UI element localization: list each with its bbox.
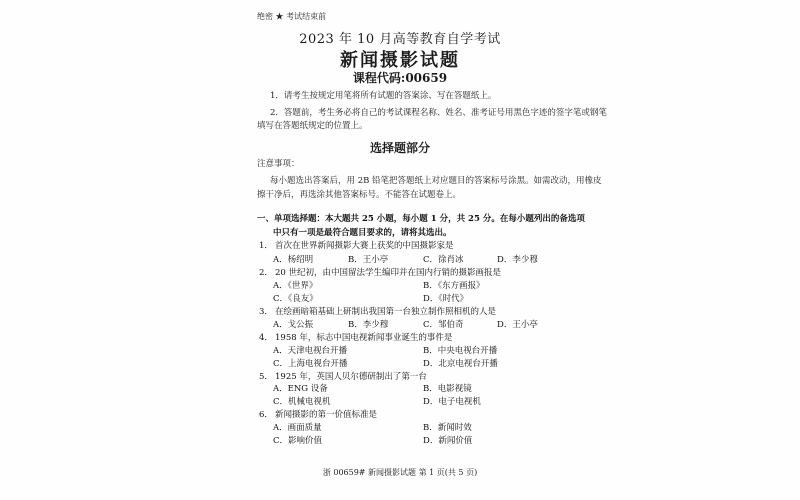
option-6b: B．新闻时效: [423, 423, 472, 433]
question-number: 6．: [259, 410, 273, 420]
question-2: [259, 266, 501, 278]
course-code: 课程代码:00659: [352, 71, 448, 85]
option-5a: A．ENG 设备: [273, 384, 328, 394]
option-3a: A．戈公振: [273, 320, 314, 330]
option-4d: D．北京电视台开播: [423, 359, 498, 369]
question-4: [259, 331, 452, 343]
option-5c: C．机械电视机: [273, 397, 331, 407]
notes-line-2: 擦干净后，再选涂其他答案标号。不能答在试题卷上。: [257, 190, 462, 200]
question-text: 1958 年，标志中国电视新闻事业诞生的事件是: [275, 333, 453, 343]
option-4b: B．中央电视台开播: [423, 346, 498, 356]
option-1d: D．李少穆: [497, 255, 538, 265]
instruction-1: 1．请考生按规定用笔将所有试题的答案涂、写在答题纸上。: [270, 91, 497, 101]
question-6: [259, 408, 377, 420]
question-text: 20 世纪初，由中国留法学生编印并在国内行销的摄影画报是: [275, 268, 502, 278]
option-2a: A．《世界》: [273, 281, 318, 291]
question-number: 2．: [259, 268, 273, 278]
notes-line-1: 每小题选出答案后，用 2B 铅笔把答题纸上对应题目的答案标号涂黑。如需改动，用橡皮: [270, 176, 602, 186]
section-heading-2: 中只有一项是最符合题目要求的，请将其选出。: [273, 228, 452, 238]
part-title: 选择题部分: [369, 141, 430, 155]
exam-year-title: 2023 年 10 月高等教育自学考试: [299, 32, 501, 47]
option-3c: C．邹伯奇: [423, 320, 464, 330]
option-2c: C．《良友》: [273, 294, 318, 304]
question-text: 1925 年，英国人贝尔德研制出了第一台: [275, 372, 427, 382]
question-5: [259, 370, 427, 382]
notes-heading: 注意事项：: [257, 159, 300, 169]
question-3: [259, 305, 496, 317]
question-number: 5．: [259, 372, 273, 382]
instruction-2-cont: 填写在答题纸规定的位置上。: [257, 121, 368, 131]
instruction-2: 2．答题前，考生务必将自己的考试课程名称、姓名、准考证号用黑色字迹的签字笔或钢笔: [270, 108, 607, 118]
option-4a: A．天津电视台开播: [273, 346, 348, 356]
option-6a: A．画面质量: [273, 423, 322, 433]
question-text: 新闻摄影的第一价值标准是: [275, 410, 378, 420]
option-1a: A．杨绍明: [273, 255, 314, 265]
option-5b: B．电影视镜: [423, 384, 472, 394]
option-1c: C．徐肖冰: [423, 255, 464, 265]
option-2b: B．《东方画报》: [423, 281, 485, 291]
page-footer: 浙 00659# 新闻摄影试题 第 1 页(共 5 页): [322, 468, 478, 477]
question-text: 首次在世界新闻摄影大赛上获奖的中国摄影家是: [275, 241, 454, 251]
question-1: [259, 239, 454, 251]
option-4c: C．上海电视台开播: [273, 359, 348, 369]
question-number: 1．: [259, 241, 273, 251]
subject-title: 新闻摄影试题: [340, 50, 460, 71]
option-3d: D．王小亭: [497, 320, 538, 330]
question-text: 在绘画暗箱基础上研制出我国第一台独立制作照相机的人是: [275, 307, 497, 317]
option-2d: D．《时代》: [423, 294, 469, 304]
option-6c: C．影响价值: [273, 436, 323, 446]
option-3b: B．李少穆: [348, 320, 389, 330]
confidential-label: 绝密 ★ 考试结束前: [257, 12, 327, 21]
option-5d: D．电子电视机: [423, 397, 481, 407]
question-number: 4．: [259, 333, 273, 343]
question-number: 3．: [259, 307, 273, 317]
section-heading-1: 一、单项选择题：本大题共 25 小题，每小题 1 分，共 25 分。在每小题列出的备选项: [257, 214, 585, 224]
option-6d: D．新闻价值: [423, 436, 473, 446]
option-1b: B．王小亭: [348, 255, 389, 265]
